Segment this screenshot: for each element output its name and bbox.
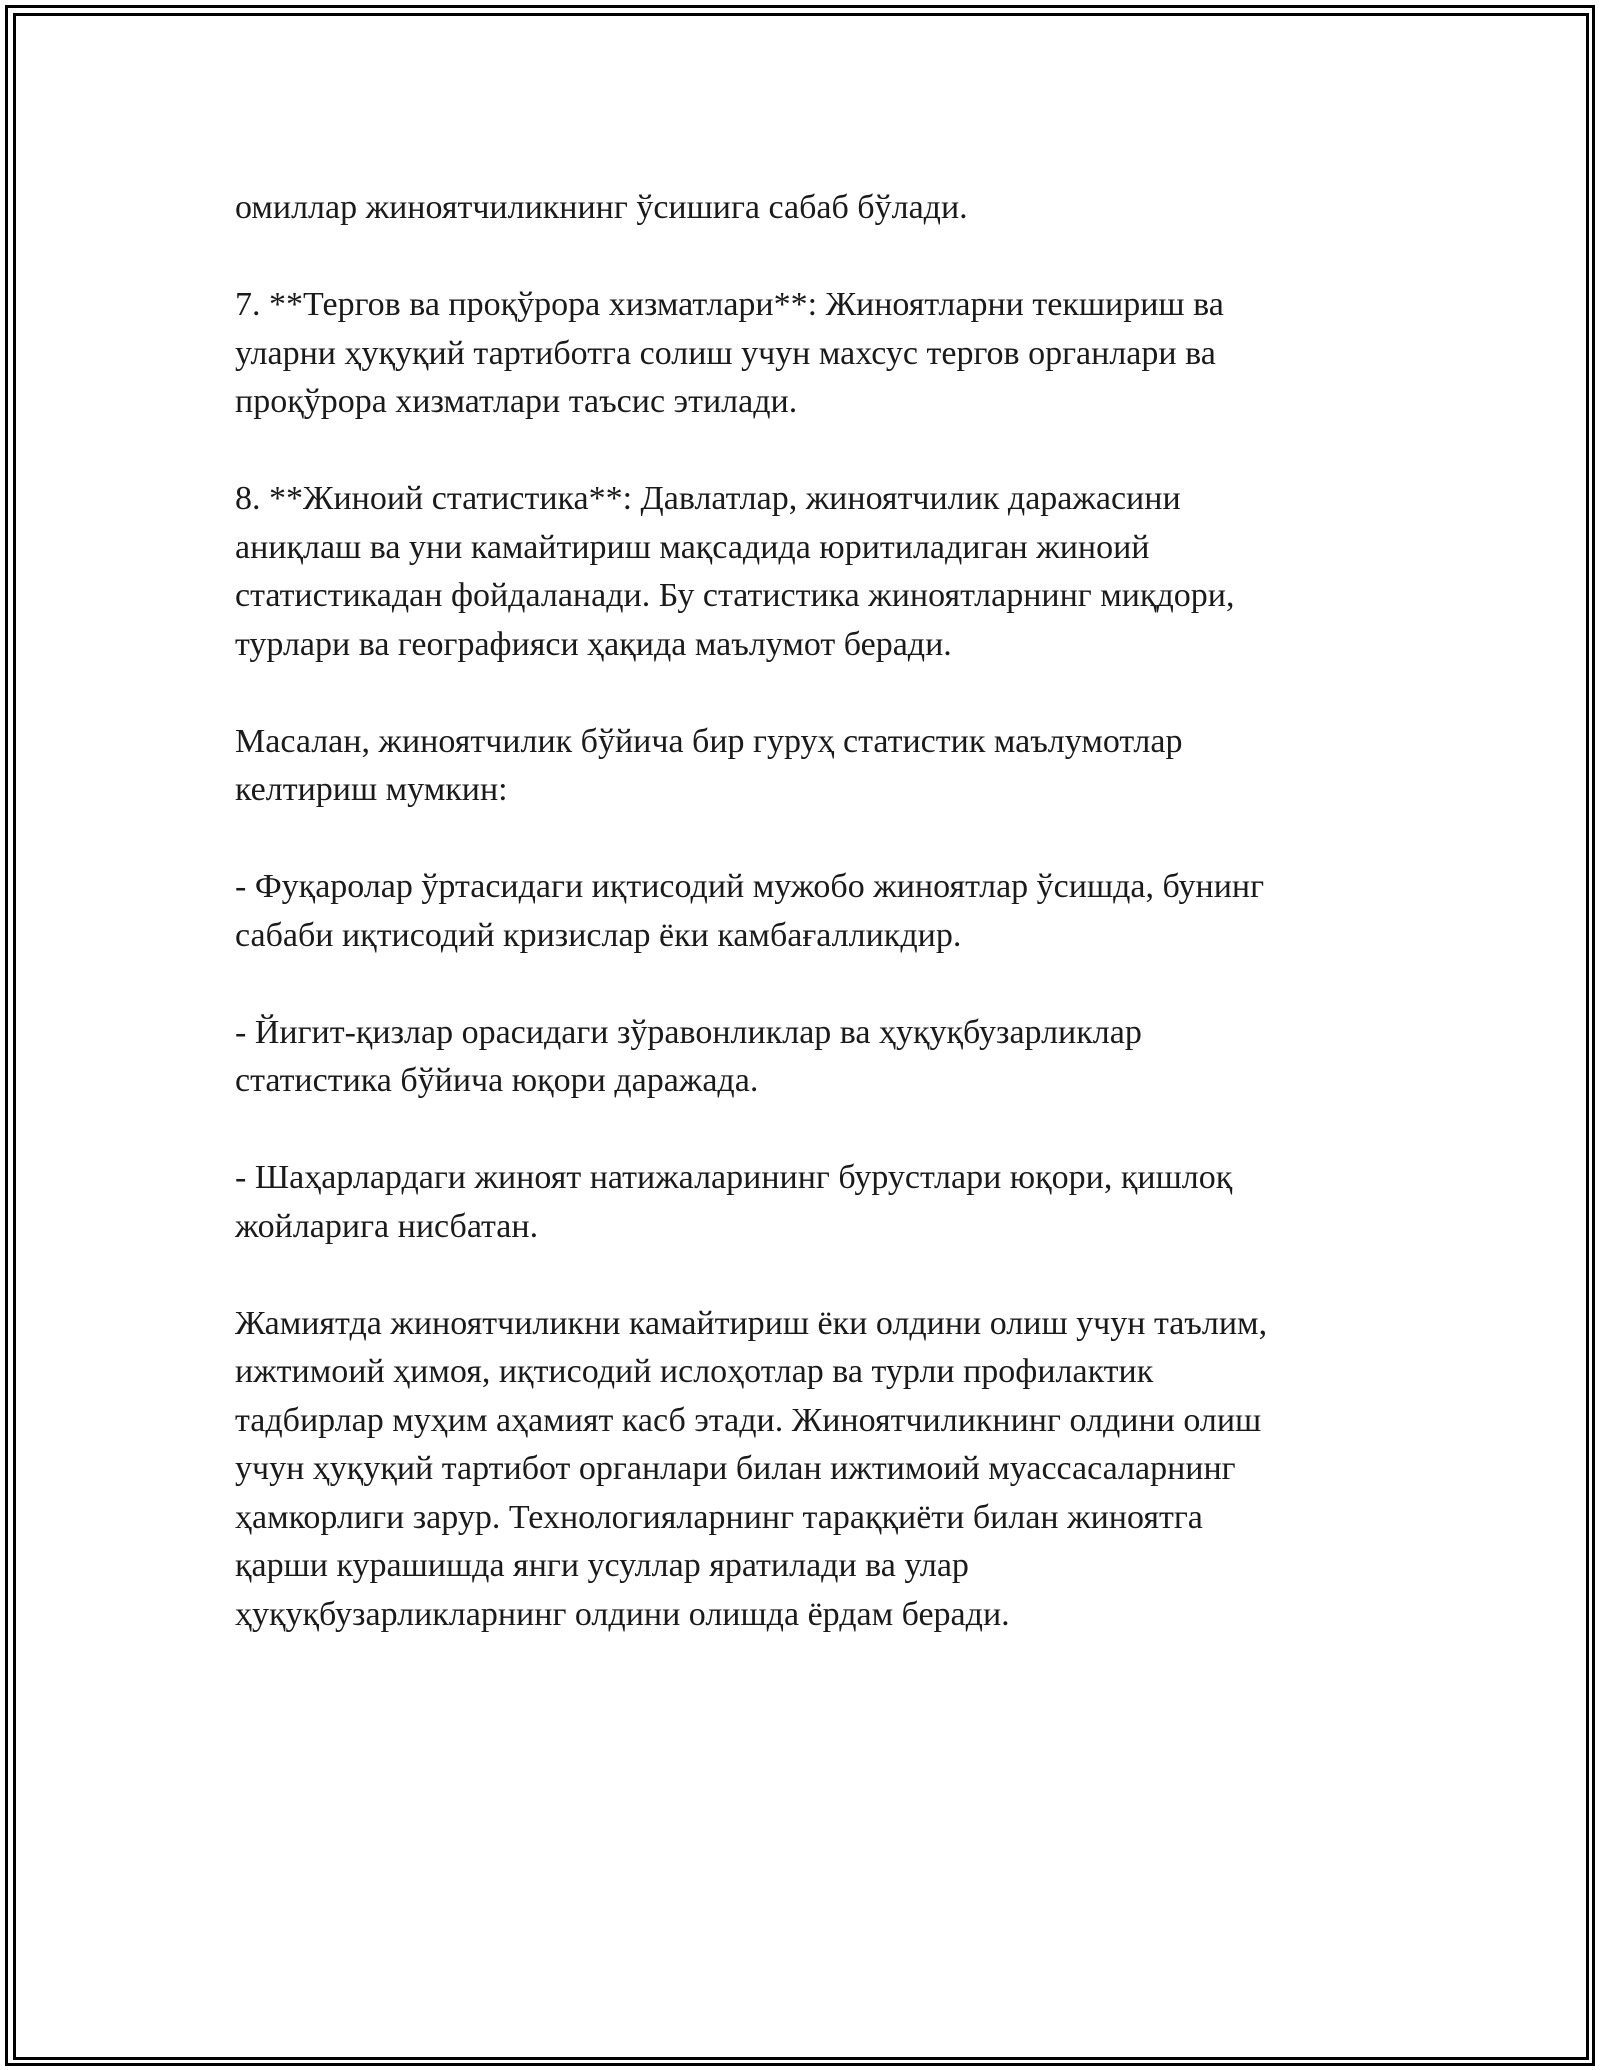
text-line: - Фуқаролар ўртасидаги иқтисодий мужобо жиноятлар ўсишда, бунинг [235,868,1265,905]
text-line: статистикадан фойдаланади. Бу статистика жиноятларнинг миқдори, [235,577,1235,614]
text-line: қарши курашишда янги усуллар яратилади ва улар [235,1547,969,1584]
text-line: - Йигит-қизлар орасидаги зўравонликлар ва ҳуқуқбузарликлар [235,1013,1142,1051]
text-line: Масалан, жиноятчилик бўйича бир гуруҳ статистик маълумотлар [235,722,1183,760]
text-line: тадбирлар муҳим аҳамият касб этади. Жиноятчиликнинг олдини олиш [235,1401,1262,1439]
text-line: учун ҳуқуқий тартибот органлари билан ижтимоий муассасаларнинг [235,1450,1236,1487]
text-line: ҳуқуқбузарликларнинг олдини олишда ёрдам беради. [235,1595,1010,1633]
text-line: 7. **Тергов ва проқўрора хизматлари**: Жиноятларни текшириш ва [235,286,1224,323]
list-item-bullet [235,863,1375,960]
text-line: омиллар жиноятчиликнинг ўсишига сабаб бўлади. [235,189,968,226]
text-line: ҳамкорлиги зарур. Технологияларнинг тараққиёти билан жиноятга [235,1498,1203,1536]
text-line: сабаби иқтисодий кризислар ёки камбағалликдир. [235,916,962,954]
paragraph-conclusion [235,1300,1375,1640]
text-line: проқўрора хизматлари таъсис этилади. [235,383,798,420]
list-item-bullet [235,1154,1375,1251]
text-line: - Шаҳарлардаги жиноят натижаларининг бурустлари юқори, қишлоқ [235,1159,1233,1196]
list-item-bullet [235,1009,1375,1106]
text-line: статистика бўйича юқори даражада. [235,1062,759,1099]
document-body [235,184,1375,1688]
text-line: уларни ҳуқуқий тартиботга солиш учун махсус тергов органлари ва [235,334,1216,372]
text-line: турлари ва географияси ҳақида маълумот беради. [235,625,952,663]
paragraph-example-intro [235,718,1375,815]
text-line: ижтимоий ҳимоя, иқтисодий ислоҳотлар ва турли профилактик [235,1353,1154,1390]
text-line: аниқлаш ва уни камайтириш мақсадида юритиладиган жиноий [235,528,1150,566]
text-line: 8. **Жиноий статистика**: Давлатлар, жиноятчилик даражасини [235,480,1181,517]
paragraph-item-8 [235,475,1375,669]
paragraph-continuation [235,184,1375,233]
text-line: келтириш мумкин: [235,771,508,808]
text-line: жойларига нисбатан. [235,1207,539,1245]
text-line: Жамиятда жиноятчиликни камайтириш ёки олдини олиш учун таълим, [235,1304,1268,1342]
paragraph-item-7 [235,281,1375,427]
